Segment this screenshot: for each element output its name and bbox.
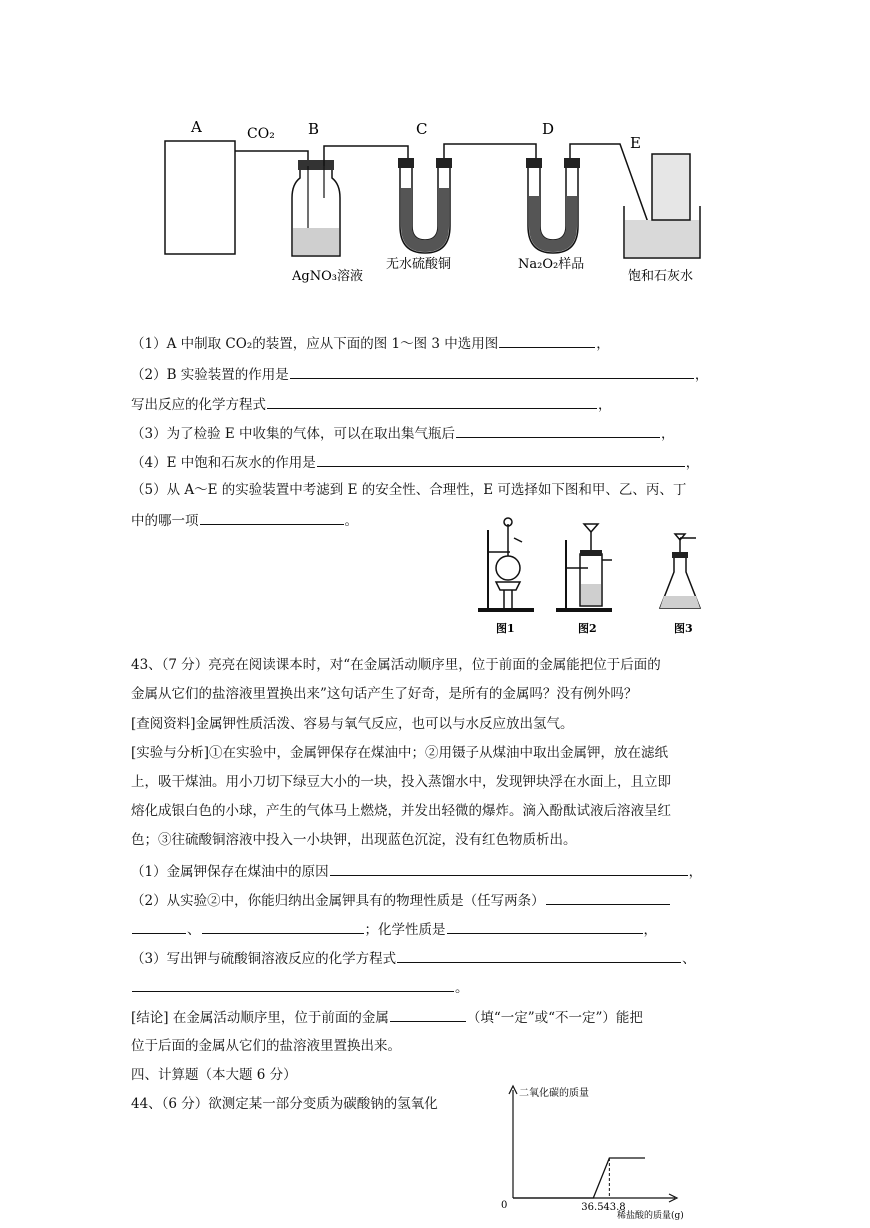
answer-blank-14[interactable] (390, 1007, 466, 1022)
apparatus-a-box (165, 141, 235, 254)
figures-1-3 (470, 510, 730, 640)
co2-mass-chart (495, 1082, 715, 1224)
caption-d: Na₂O₂样品 (518, 257, 585, 272)
answer-blank-5[interactable] (317, 452, 685, 467)
apparatus-diagram (150, 108, 710, 308)
q43-q2: （2）从实验②中，你能归纳出金属钾具有的物理性质是（任写两条） (131, 890, 671, 910)
answer-blank-13[interactable] (132, 977, 454, 992)
chart-marks (513, 1158, 645, 1213)
figure-3-apparatus (660, 534, 700, 635)
q42-s2b: 写出反应的化学方程式 (131, 397, 266, 413)
q43-line3: [查阅资料]金属钾性质活泼、容易与氧气反应，也可以与水反应放出氢气。 (131, 716, 574, 732)
caption-c: 无水硫酸铜 (386, 257, 452, 272)
label-co2: CO₂ (247, 126, 275, 142)
y-axis-label: 二氧化碳的质量 (519, 1088, 589, 1099)
answer-blank-7[interactable] (330, 861, 688, 876)
answer-blank-9[interactable] (132, 919, 186, 934)
q43-conclusion2: 位于后面的金属从它们的盐溶液里置换出来。 (131, 1038, 401, 1054)
q43-line1: 43、（7 分）亮亮在阅读课本时，对“在金属活动顺序里，位于前面的金属能把位于后面的 (131, 657, 661, 673)
q43-line6: 熔化成银白色的小球，产生的气体马上燃烧，并发出轻微的爆炸。滴入酚酞试液后溶液呈红 (131, 803, 671, 819)
q42-s2: （2）B 实验装置的作用是 (131, 367, 289, 383)
fig2-label: 图2 (578, 622, 597, 635)
fig3-label: 图3 (674, 622, 693, 635)
answer-blank-1[interactable] (499, 333, 595, 348)
answer-blank-11[interactable] (447, 919, 643, 934)
q43-q3b: 。 (131, 977, 469, 997)
q42-line2b: 写出反应的化学方程式 ， (131, 394, 612, 414)
q42-s5a: （5）从 A～E 的实验装置中考滤到 E 的安全性、合理性，E 可选择如下图和甲、乙、丙、丁 (131, 482, 687, 498)
q42-line5a (131, 481, 686, 499)
tube-b-c (324, 146, 408, 166)
q43-q2b: 、 ；化学性质是 ， (131, 919, 657, 939)
label-c: C (416, 120, 428, 138)
x-tick-label: 43.8 (603, 1202, 626, 1213)
q43-q3: （3）写出钾与硫酸铜溶液反应的化学方程式 、 (131, 948, 696, 968)
answer-blank-4[interactable] (456, 423, 660, 438)
section4-title: 四、计算题（本大题 6 分） (131, 1067, 297, 1083)
tube-a-b (235, 151, 308, 166)
q42-line1: （1）A 中制取 CO₂的装置，应从下面的图 1～图 3 中选用图 ， (131, 333, 610, 353)
q44-text: 44、（6 分）欲测定某一部分变质为碳酸钠的氢氧化 (131, 1096, 438, 1112)
answer-blank-3[interactable] (267, 394, 597, 409)
figure-2-apparatus (556, 524, 612, 635)
label-e: E (630, 134, 641, 152)
label-a: A (191, 118, 202, 136)
tube-c-d (444, 144, 536, 158)
gas-jar-e (652, 154, 690, 220)
q43-conclusion1: [结论] 在金属活动顺序里，位于前面的金属 （填“一定”或“不一定”）能把 (131, 1007, 643, 1027)
q42-s5b: 中的哪一项 (131, 513, 199, 529)
fig1-label: 图1 (496, 622, 515, 635)
figure-1-apparatus (478, 518, 534, 635)
caption-b: AgNO₃溶液 (292, 269, 363, 284)
answer-blank-8[interactable] (546, 890, 670, 905)
q43-line5: 上，吸干煤油。用小刀切下绿豆大小的一块，投入蒸馏水中，发现钾块浮在水面上，且立即 (131, 774, 671, 790)
label-b: B (308, 120, 320, 138)
answer-blank-12[interactable] (397, 948, 681, 963)
q42-line4: （4）E 中饱和石灰水的作用是 ， (131, 452, 699, 472)
q42-line2: （2）B 实验装置的作用是 ， (131, 364, 708, 384)
x-tick-label: 36.5 (581, 1202, 604, 1213)
q42-s3: （3）为了检验 E 中收集的气体，可以在取出集气瓶后 (131, 426, 456, 442)
q43-q1: （1）金属钾保存在煤油中的原因 ， (131, 861, 702, 881)
answer-blank-2[interactable] (290, 364, 694, 379)
answer-blank-10[interactable] (202, 919, 364, 934)
x-axis-label: 稀盐酸的质量(g) (617, 1211, 684, 1221)
series-line (513, 1158, 645, 1198)
answer-blank-6[interactable] (200, 510, 344, 525)
q43-line4: [实验与分析]①在实验中，金属钾保存在煤油中；②用镊子从煤油中取出金属钾，放在滤纸 (131, 745, 669, 761)
caption-e: 饱和石灰水 (628, 269, 694, 284)
q43-line7: 色；③往硫酸铜溶液中投入一小块钾，出现蓝色沉淀，没有红色物质析出。 (131, 832, 577, 848)
q42-line3: （3）为了检验 E 中收集的气体，可以在取出集气瓶后 ， (131, 423, 675, 443)
q43-line2: 金属从它们的盐溶液里置换出来”这句话产生了好奇，是所有的金属吗？没有例外吗？ (131, 686, 638, 702)
q42-s1: （1）A 中制取 CO₂的装置，应从下面的图 1～图 3 中选用图 (131, 336, 499, 352)
label-d: D (542, 120, 555, 138)
q42-s4: （4）E 中饱和石灰水的作用是 (131, 455, 316, 471)
origin-label: 0 (501, 1200, 508, 1211)
q42-line5b: 中的哪一项 。 (131, 510, 358, 530)
